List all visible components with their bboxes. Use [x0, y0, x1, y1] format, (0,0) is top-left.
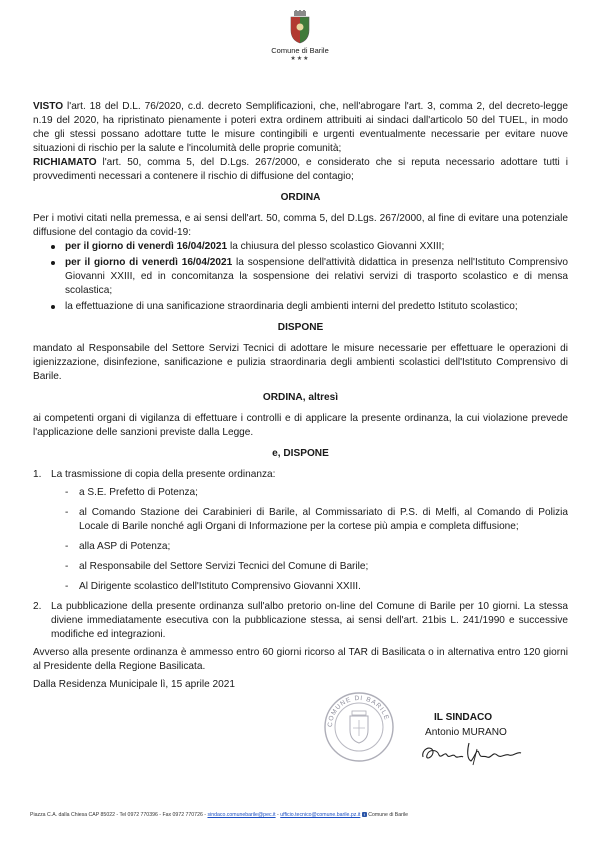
list-item-number: 2. [33, 601, 42, 612]
ordina-intro: Per i motivi citati nella premessa, e ai sensi dell'art. 50, comma 5, del D.Lgs. 267/2000, al fine di evitare una potenziale diffusione del contagio da covid-19: [33, 213, 568, 238]
richiamato-paragraph [33, 156, 568, 184]
dispone-heading: DISPONE [277, 322, 324, 333]
signatory-title: IL SINDACO [434, 712, 493, 723]
e-dispone-heading: e, DISPONE [272, 448, 329, 459]
avverso-paragraph: Avverso alla presente ordinanza è ammesso entro 60 giorni ricorso al TAR di Basilicata o in alternativa entro 120 giorni al Presidente della Regione Basilicata. [33, 647, 568, 672]
footer-address: Piazza C.A. dalla Chiesa CAP 85022 - Tel 0972 770396 - Fax 0972 770726 - [30, 812, 208, 818]
footer-email-sindaco-link[interactable]: sindaco.comunebarile@pec.it [207, 812, 276, 818]
list-item [33, 256, 568, 298]
page-footer [30, 812, 575, 818]
seal-text: COMUNE DI BARILE [326, 694, 391, 728]
handwritten-signature [417, 735, 527, 769]
recipient-item: - al Responsabile del Settore Servizi Tecnici del Comune di Barile; [51, 560, 568, 574]
list-item [33, 600, 568, 642]
list-item-date: per il giorno di venerdì 16/04/2021 [65, 241, 228, 252]
list-item-text: la chiusura del plesso scolastico Giovanni XXIII; [227, 241, 445, 252]
signature-block [322, 690, 572, 780]
list-item-text: La pubblicazione della presente ordinanza sull'albo pretorio on-line del Comune di Barile per 10 giorni. La stessa diviene immediatamente esecutiva con la pubblicazione stessa, ai sensi dell'art. 21bis L. 241/1990 e successive modifiche ed integrazioni. [51, 601, 568, 640]
date-place: Dalla Residenza Municipale lì, 15 aprile 2021 [33, 679, 235, 690]
signatory-name: Antonio MURANO [425, 727, 507, 738]
richiamato-text: l'art. 50, comma 5, del D.Lgs. 267/2000, e considerato che si reputa necessario adottare tutti i provvedimenti necessari a contenere il rischio di diffusione del contagio; [33, 157, 568, 182]
municipal-seal-icon [322, 690, 396, 764]
list-item [33, 240, 568, 254]
richiamato-lead: RICHIAMATO [33, 157, 97, 168]
recipient-item: - Al Dirigente scolastico dell'Istituto Comprensivo Giovanni XXIII. [51, 580, 568, 594]
recipients-list [51, 486, 568, 594]
list-item-text: La trasmissione di copia della presente ordinanza: [51, 469, 276, 480]
dispone-text: mandato al Responsabile del Settore Servizi Tecnici di adottare le misure necessarie per effettuare le operazioni di igienizzazione, disinfezione, sanificazione e pulizia straordinaria degli ambienti scolastici dell'Istituto Comprensivo di Barile. [33, 343, 568, 382]
list-item-text: la sospensione dell'attività didattica in presenza nell'Istituto Comprensivo Giovanni XXIII, ed in concomitanza la sospensione dei relativi servizi di trasporto scolastico e di mensa scolastica; [65, 257, 568, 296]
municipal-crest-icon [288, 10, 312, 44]
comune-name: Comune di Barile [271, 46, 329, 55]
header-stars: ★★★ [290, 56, 310, 62]
visto-lead: VISTO [33, 101, 64, 112]
visto-paragraph [33, 100, 568, 156]
ordinance-body [33, 100, 568, 692]
list-item-date: per il giorno di venerdì 16/04/2021 [65, 257, 233, 268]
list-item-number: 1. [33, 469, 42, 480]
ordina-list [33, 240, 568, 314]
list-item-text: la effettuazione di una sanificazione straordinaria degli ambienti interni del predetto Istituto scolastico; [65, 301, 518, 312]
recipient-item: - alla ASP di Potenza; [51, 540, 568, 554]
list-item [33, 468, 568, 594]
visto-text: l'art. 18 del D.L. 76/2020, c.d. decreto Semplificazioni, che, nell'abrogare l'art. 3, comma 2, del decreto-legge n.19 del 2020, ha ripristinato pienamente i poteri extra ordinem attribuiti ai sindaci dall'articolo 50 del TUEL, in modo che gli stessi possano adottare tutte le misure contingibili e urgenti eventualmente necessarie per evitare nuove situazioni di rischio per la salute e l'incolumità delle proprie comunità; [33, 101, 568, 154]
recipient-item: - a S.E. Prefetto di Potenza; [51, 486, 568, 500]
recipient-item: - al Comando Stazione dei Carabinieri di Barile, al Commissariato di P.S. di Melfi, al Comando di Polizia Locale di Barile nonché agli Organi di Informazione per la cortese più ampia e completa diffusione; [51, 506, 568, 534]
letterhead [0, 10, 600, 62]
footer-separator: - [275, 812, 281, 818]
facebook-icon: f [363, 812, 365, 818]
ordina-heading: ORDINA [280, 192, 321, 203]
ordina-altresi-text: ai competenti organi di vigilanza di effettuare i controlli e di applicare la presente ordinanza, la cui violazione prevede l'applicazione delle sanzioni previste dalla Legge. [33, 413, 568, 438]
e-dispone-list [33, 468, 568, 642]
list-item [33, 300, 568, 314]
footer-email-ufficio-link[interactable]: ufficio.tecnico@comune.barile.pz.it [280, 812, 361, 818]
footer-social[interactable]: Comune di Barile [368, 812, 409, 818]
ordina-altresi-heading: ORDINA, altresì [262, 392, 339, 403]
